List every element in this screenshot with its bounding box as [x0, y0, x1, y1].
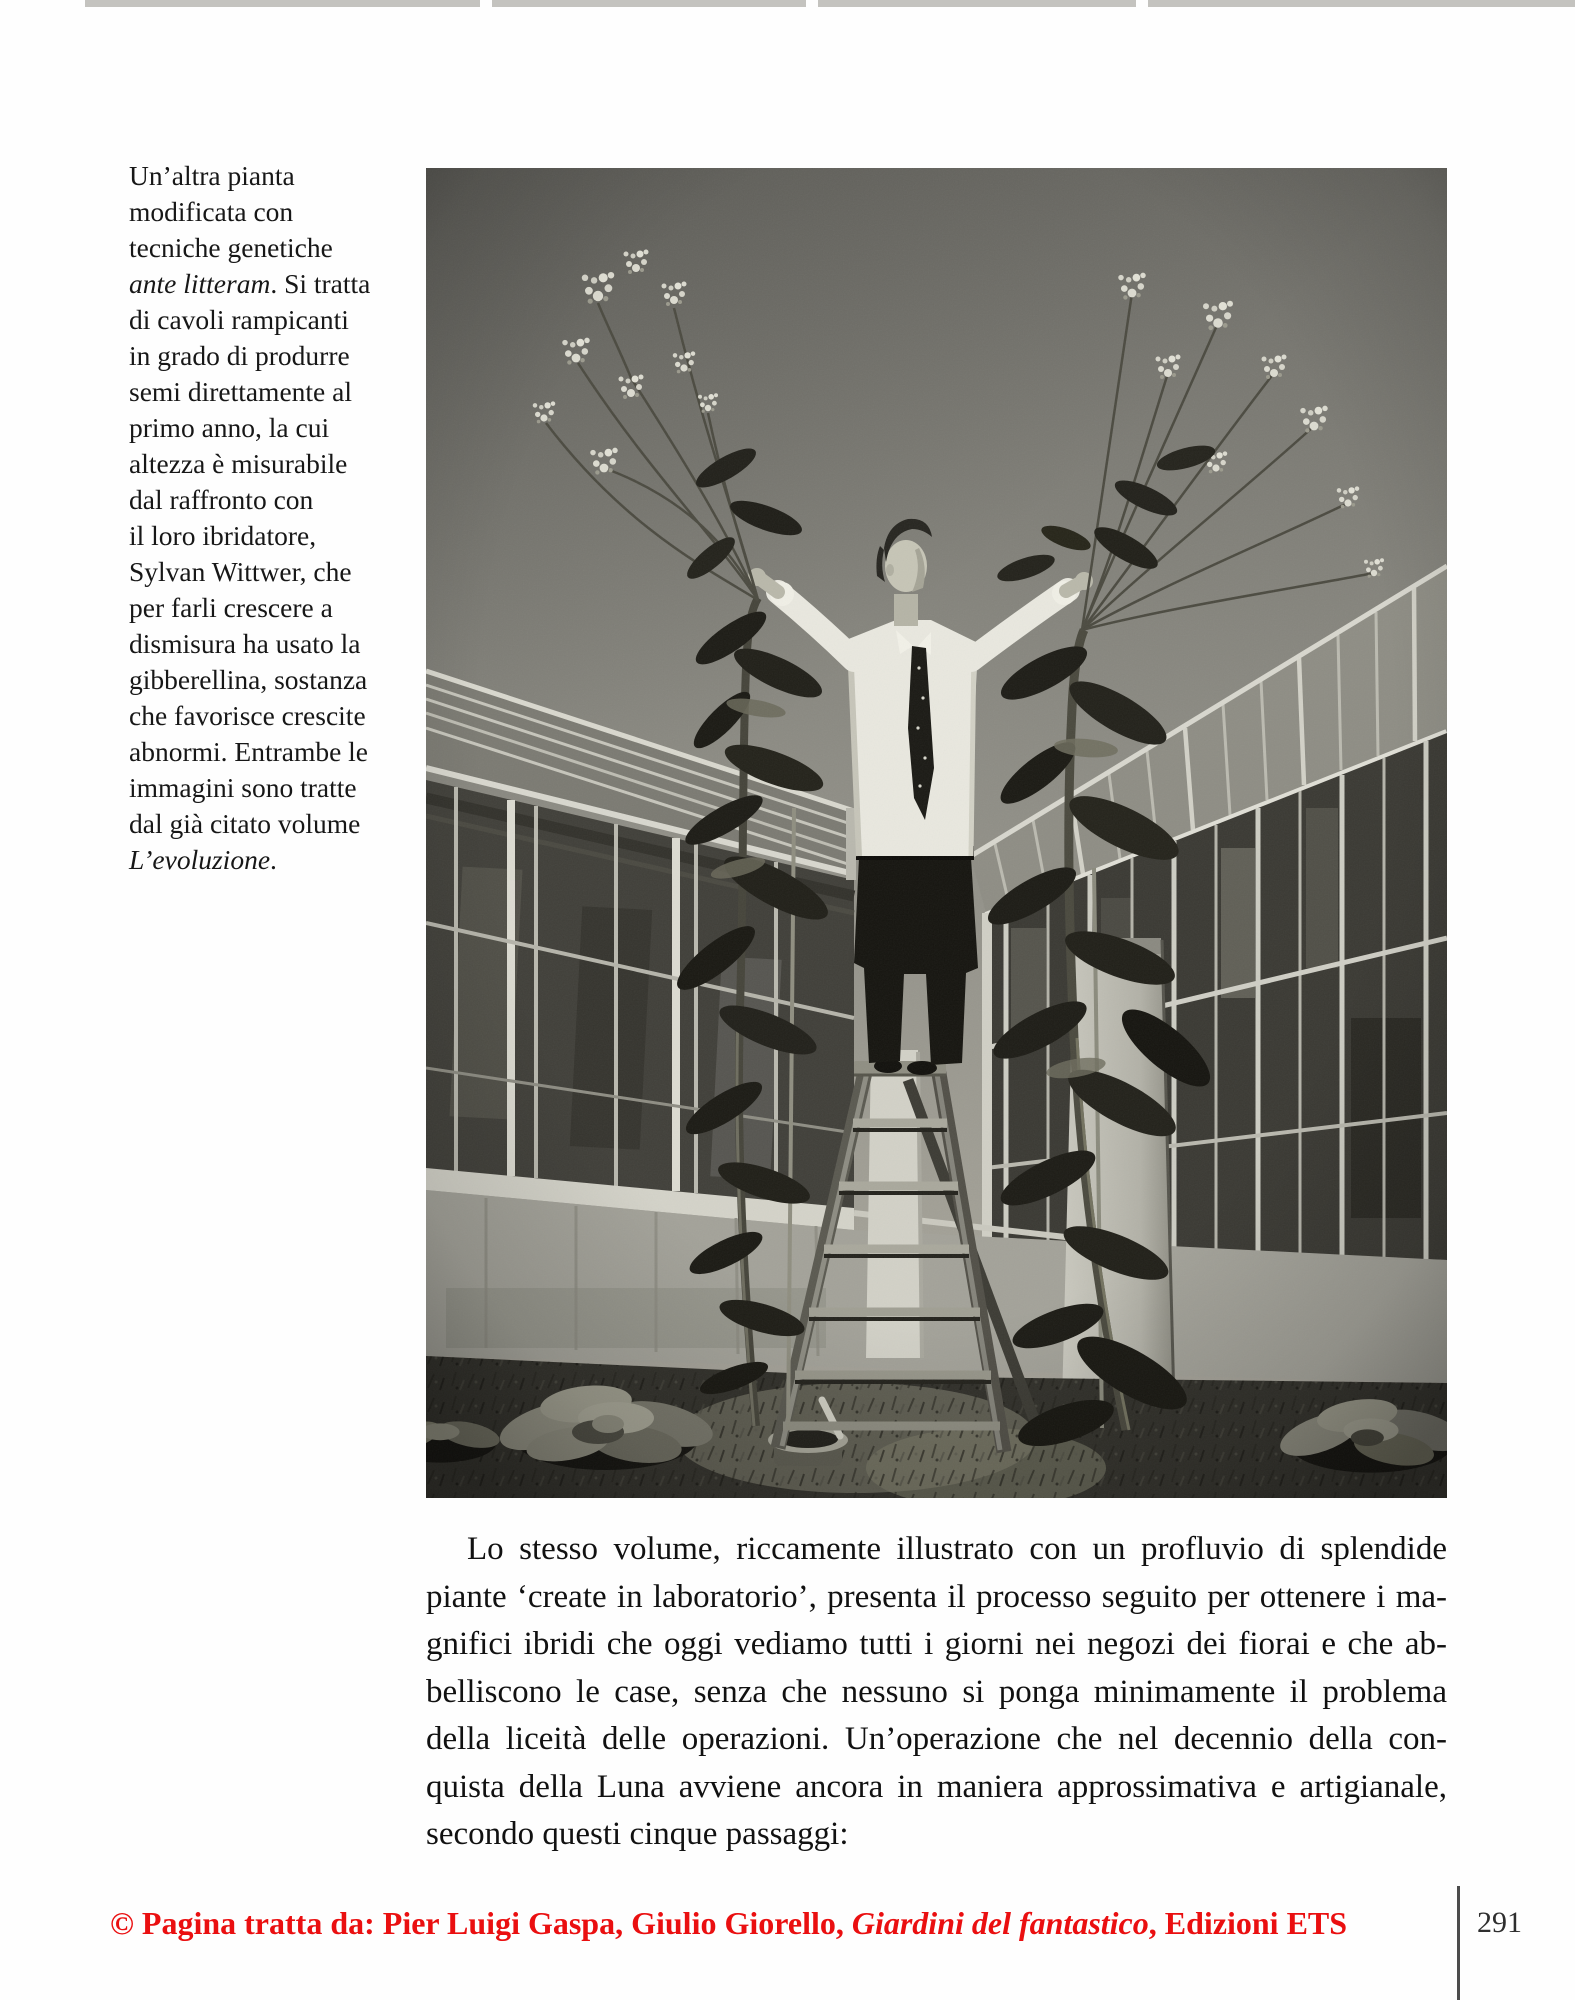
- top-crop-strip: [85, 0, 480, 7]
- page-number: 291: [1477, 1906, 1522, 1939]
- top-crop-strip: [1148, 0, 1575, 7]
- body-paragraph: [426, 1526, 1447, 1859]
- caption-line: altezza è misurabile: [129, 448, 348, 479]
- footer-credit: [110, 1901, 1347, 1945]
- caption-line: abnormi. Entrambe le: [129, 736, 369, 767]
- caption-line: Sylvan Wittwer, che: [129, 556, 352, 587]
- body-line: gnifici ibridi che oggi vediamo tutti i giorni nei negozi dei fiorai e che ab-: [426, 1626, 1447, 1662]
- caption-line: che favorisce crescite: [129, 700, 366, 731]
- caption-line: in grado di produrre: [129, 340, 350, 371]
- caption-line: il loro ibridatore,: [129, 520, 317, 551]
- caption-line: dal già citato volume: [129, 808, 361, 839]
- footer-prefix: © Pagina tratta da: Pier Luigi Gaspa, Giulio Giorello,: [110, 1905, 852, 1941]
- caption-line: di cavoli rampicanti: [129, 304, 349, 335]
- caption-line: dal raffronto con: [129, 484, 314, 515]
- sidebar-caption: [129, 158, 429, 878]
- footer-book-title: Giardini del fantastico: [851, 1905, 1149, 1941]
- page-number-rule: [1457, 1886, 1460, 2000]
- caption-line: per farli crescere a: [129, 592, 333, 623]
- caption-line: tecniche genetiche: [129, 232, 333, 263]
- caption-line: primo anno, la cui: [129, 412, 330, 443]
- caption-line: immagini sono tratte: [129, 772, 357, 803]
- photo: [426, 168, 1447, 1498]
- body-line: quista della Luna avviene ancora in maniera approssimativa e artigianale,: [426, 1768, 1447, 1805]
- top-crop-strip: [492, 0, 806, 7]
- caption-line: gibberellina, sostanza: [129, 664, 368, 695]
- caption-line: L’evoluzione.: [129, 844, 277, 875]
- body-line: piante ‘create in laboratorio’, presenta il processo seguito per ottenere i ma-: [426, 1578, 1447, 1615]
- caption-line: Un’altra pianta: [129, 160, 295, 191]
- body-line: belliscono le case, senza che nessuno si ponga minimamente il problema: [426, 1673, 1447, 1710]
- caption-line: semi direttamente al: [129, 376, 352, 407]
- body-line: secondo questi cinque passaggi:: [426, 1816, 849, 1852]
- vignette: [426, 168, 1447, 1498]
- footer-suffix: , Edizioni ETS: [1148, 1905, 1348, 1941]
- body-line: della liceità delle operazioni. Un’operazione che nel decennio della con-: [426, 1721, 1447, 1757]
- caption-line: dismisura ha usato la: [129, 628, 361, 659]
- caption-line: modificata con: [129, 196, 294, 227]
- body-line: Lo stesso volume, riccamente illustrato con un profluvio di splendide: [467, 1531, 1447, 1567]
- top-crop-strip: [818, 0, 1136, 7]
- caption-line: ante litteram. Si tratta: [129, 268, 371, 299]
